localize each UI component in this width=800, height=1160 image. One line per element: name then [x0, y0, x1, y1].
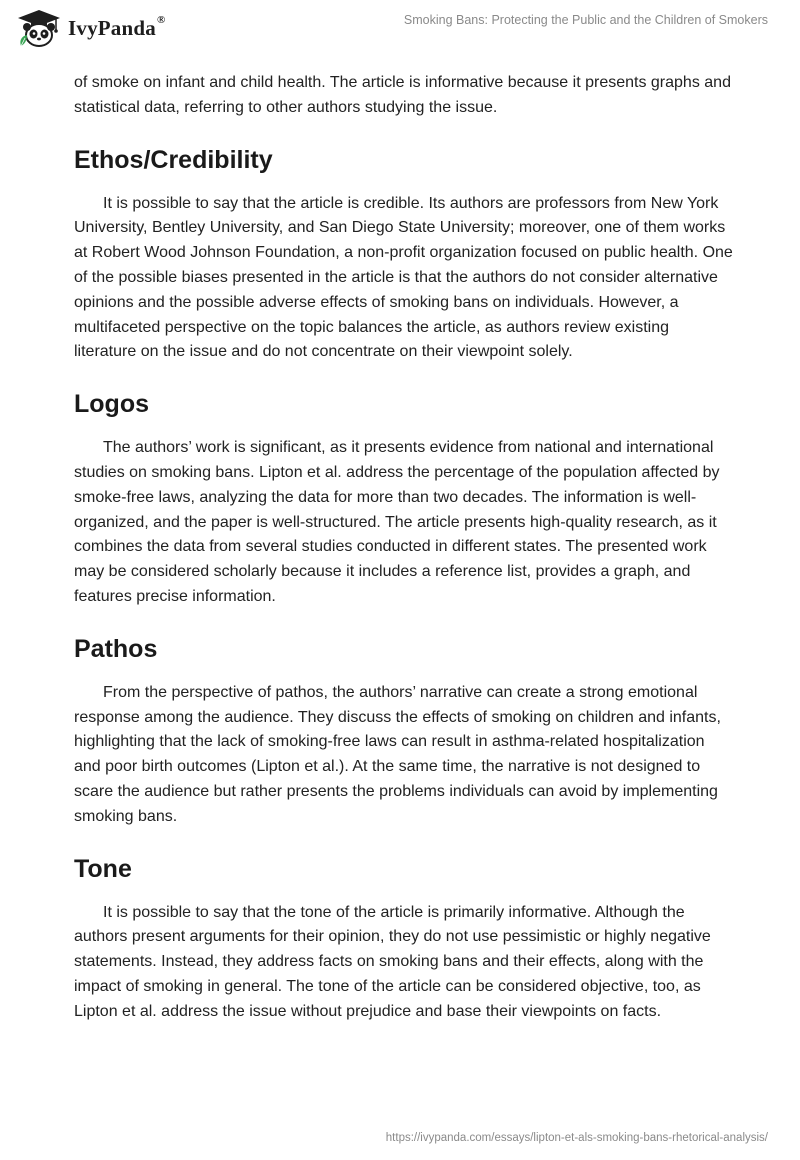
- page-header: [0, 0, 800, 64]
- heading-ethos: Ethos/Credibility: [74, 145, 273, 174]
- paragraph-tone: It is possible to say that the tone of the article is primarily informative. Although the authors present arguments for their opinion, they do not use pessimistic or highly negative statements. Instead, they address facts on smoking bans and their effects, along with the impact of smoking in general. The tone of the article can be considered objective, too, as Lipton et al. address the issue without prejudice and base their viewpoints on facts.: [74, 903, 711, 1020]
- paragraph-logos: The authors’ work is significant, as it presents evidence from national and international studies on smoking bans. Lipton et al. address the percentage of the population affected by smoke-free laws, analyzing the data for more than two decades. The information is well-organized, and the paper is well-structured. The article presents high-quality research, as it combines the data from several studies conducted in different states. The presented work may be considered scholarly because it includes a reference list, provides a graph, and features precise information.: [74, 439, 720, 605]
- paragraph-ethos: It is possible to say that the article is credible. Its authors are professors from New York University, Bentley University, and San Diego State University; moreover, one of them works at Robert Wood Johnson Foundation, a non-profit organization focused on public health. One of the possible biases presented in the article is that the authors do not consider alternative opinions and the possible adverse effects of smoking bans on individuals. However, a multifaceted perspective on the topic balances the article, as authors review existing literature on the issue and do not concentrate on their viewpoint solely.: [74, 194, 733, 361]
- ivypanda-logo[interactable]: [16, 8, 165, 48]
- heading-tone: Tone: [74, 854, 132, 883]
- heading-pathos: Pathos: [74, 634, 158, 663]
- brand-name: IvyPanda®: [68, 13, 166, 40]
- paragraph-pathos: From the perspective of pathos, the authors’ narrative can create a strong emotional response among the audience. They discuss the effects of smoking on children and infants, highlighting that the lack of smoking-free laws can result in asthma-related hospitalization and poor birth outcomes (Lipton et al.). At the same time, the narrative is not designed to scare the audience but rather presents the problems individuals can avoid by implementing smoking bans.: [74, 683, 721, 825]
- document-title: Smoking Bans: Protecting the Public and the Children of Smokers: [403, 13, 768, 27]
- heading-logos: Logos: [74, 390, 149, 419]
- panda-graduate-icon: [16, 8, 62, 48]
- source-url-link[interactable]: https://ivypanda.com/essays/lipton-et-als-smoking-bans-rhetorical-analysis/: [385, 1132, 768, 1144]
- article-body: [74, 71, 734, 1025]
- intro-paragraph: of smoke on infant and child health. The article is informative because it presents graphs and statistical data, referring to other authors studying the issue.: [74, 74, 731, 116]
